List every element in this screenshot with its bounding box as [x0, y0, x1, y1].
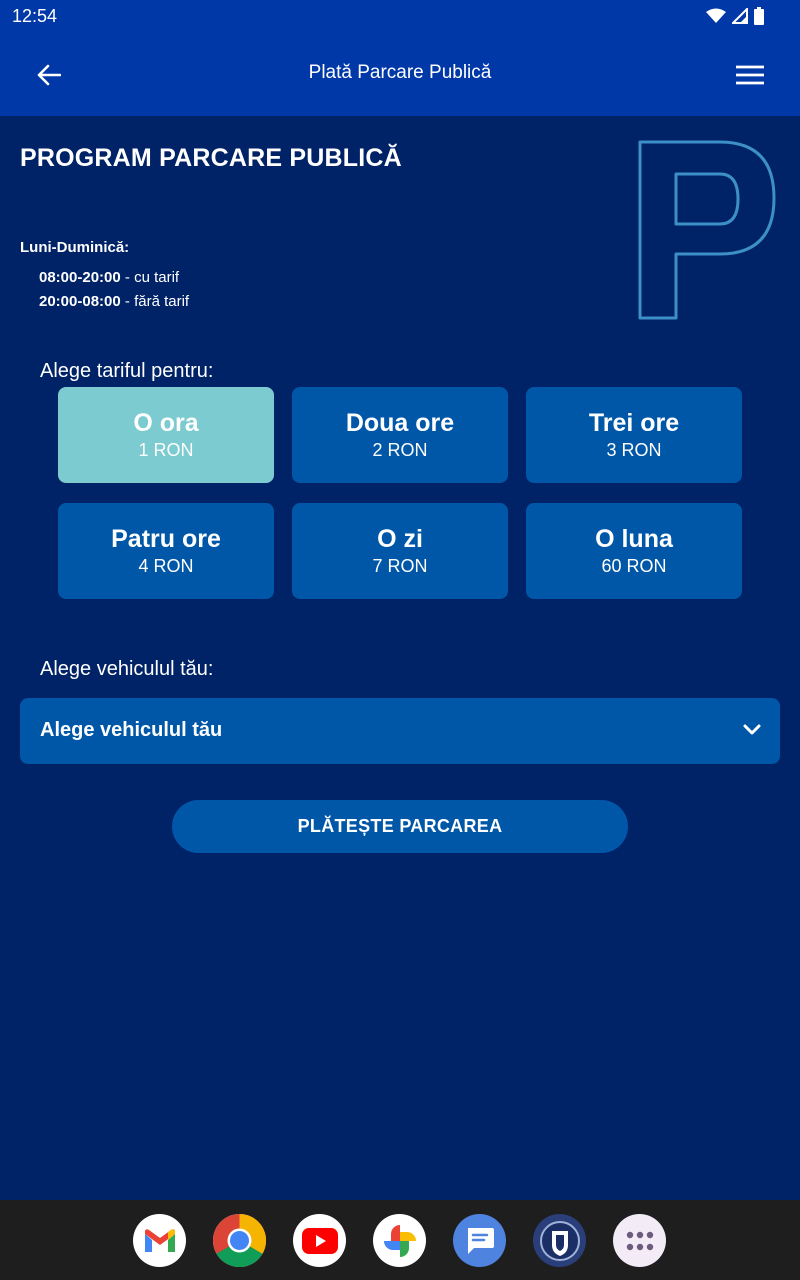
photos-app[interactable] [373, 1214, 426, 1267]
tariff-price: 7 RON [372, 556, 428, 576]
vehicle-select[interactable] [20, 698, 780, 764]
wifi-icon [706, 8, 726, 24]
city-app-icon [540, 1221, 580, 1261]
parking-p-logo [636, 138, 778, 324]
hamburger-menu-icon [736, 65, 764, 85]
messages-icon [464, 1226, 496, 1256]
tariff-option-trei-ore[interactable] [526, 387, 742, 483]
schedule-line-free [39, 293, 189, 310]
youtube-app[interactable] [293, 1214, 346, 1267]
schedule-hours: 20:00-08:00 [39, 293, 121, 310]
tariff-price: 60 RON [601, 556, 667, 576]
app-drawer-icon [626, 1231, 654, 1251]
photos-icon [382, 1223, 418, 1259]
pay-parking-button[interactable]: PLĂTEȘTE PARCAREA [172, 800, 628, 853]
status-icons [706, 6, 764, 26]
schedule-line-paid [39, 269, 179, 286]
battery-icon [754, 7, 764, 25]
app-drawer[interactable] [613, 1214, 666, 1267]
tariff-option-patru-ore[interactable] [58, 503, 274, 599]
schedule-days: Luni-Duminică: [20, 239, 130, 256]
schedule-note: - fără tarif [120, 293, 190, 310]
gmail-app[interactable] [133, 1214, 186, 1267]
tariff-name: O zi [377, 525, 423, 553]
status-bar [0, 0, 800, 32]
tariff-price: 1 RON [138, 440, 194, 460]
tariff-price: 3 RON [606, 440, 662, 460]
tariff-option-o-zi[interactable] [292, 503, 508, 599]
chrome-icon [213, 1214, 266, 1267]
schedule-hours: 08:00-20:00 [39, 269, 121, 286]
app-dock [0, 1200, 800, 1280]
signal-icon [732, 8, 748, 24]
status-time: 12:54 [12, 6, 58, 26]
tariff-label: Alege tariful pentru: [40, 360, 214, 382]
vehicle-select-value: Alege vehiculul tău [40, 719, 223, 741]
youtube-icon [302, 1228, 338, 1254]
tariff-option-o-luna[interactable] [526, 503, 742, 599]
schedule-title: PROGRAM PARCARE PUBLICĂ [20, 144, 402, 172]
tariff-name: O luna [595, 525, 673, 553]
tariff-name: O ora [133, 409, 199, 437]
chevron-down-icon [742, 722, 762, 738]
tariff-option-doua-ore[interactable] [292, 387, 508, 483]
menu-button[interactable] [730, 62, 770, 88]
tariff-name: Patru ore [111, 525, 221, 553]
tariff-name: Doua ore [345, 409, 455, 437]
app-bar [0, 32, 800, 116]
tariff-option-o-ora[interactable] [58, 387, 274, 483]
tariff-price: 4 RON [138, 556, 194, 576]
schedule-note: - cu tarif [120, 269, 180, 286]
gmail-icon [143, 1228, 177, 1254]
messages-app[interactable] [453, 1214, 506, 1267]
chrome-app[interactable] [213, 1214, 266, 1267]
tariff-name: Trei ore [588, 409, 680, 437]
app-title: Plată Parcare Publică [308, 62, 492, 83]
vehicle-label: Alege vehiculul tău: [40, 658, 214, 680]
city-app[interactable] [533, 1214, 586, 1267]
tariff-price: 2 RON [372, 440, 428, 460]
